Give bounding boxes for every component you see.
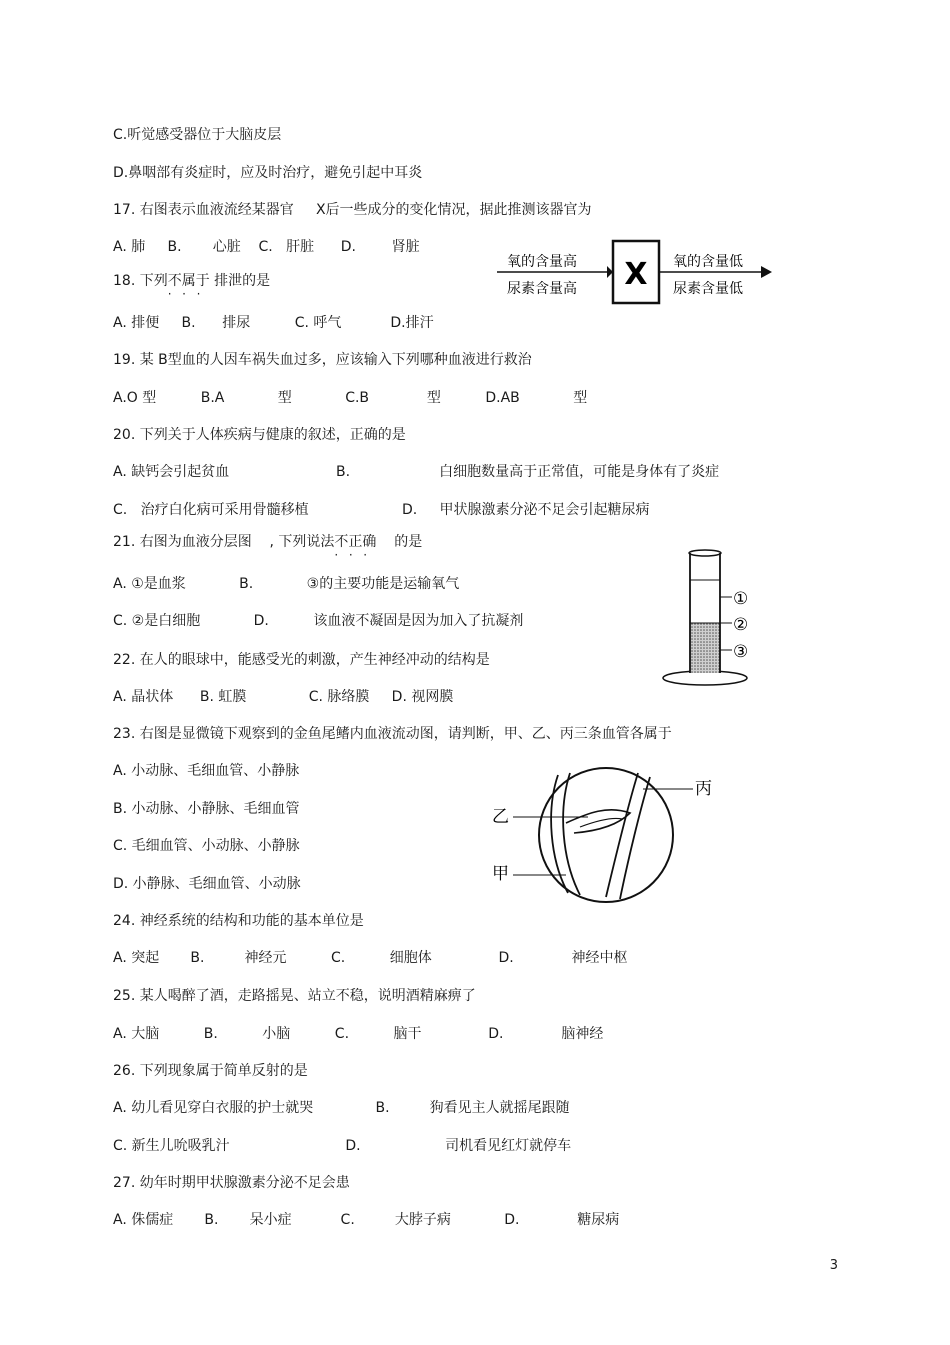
tube-base [663,671,747,685]
question-19: 19. 某 B型血的人因车祸失血过多，应该输入下列哪种血液进行救治 [113,352,532,368]
question-20: 20. 下列关于人体疾病与健康的叙述，正确的是 [113,427,406,443]
question-18 [113,272,270,290]
option-a-q23: A. 小动脉、毛细血管、小静脉 [113,763,300,779]
options-q22: A. 晶状体 B. 虹膜 C. 脉络膜 D. 视网膜 [113,689,454,705]
out-bottom-label: 尿素含量低 [673,281,743,297]
tube-label-3: ③ [733,642,749,662]
label-jia: 甲 [492,864,509,884]
question-22: 22. 在人的眼球中，能感受光的刺激，产生神经冲动的结构是 [113,652,490,668]
option-d-q16: D.鼻咽部有炎症时，应及时治疗，避免引起中耳炎 [113,165,423,181]
options-q25: A. 大脑 B. 小脑 C. 脑干 D. 脑神经 [113,1026,604,1042]
tube-label-2: ② [733,615,749,635]
options-q17: A. 肺 B. 心脏 C. 肝脏 D. 肾脏 [113,239,420,255]
options-q21-cd: C. ②是白细胞 D. 该血液不凝固是因为加入了抗凝剂 [113,613,524,629]
options-q21-ab: A. ①是血浆 B. ③的主要功能是运输氧气 [113,576,460,592]
blood-tube-figure [655,545,780,690]
question-24: 24. 神经系统的结构和功能的基本单位是 [113,913,364,929]
q18-emphasis: 不属于 · · · [168,273,210,289]
question-26: 26. 下列现象属于简单反射的是 [113,1063,308,1079]
tube-mouth [689,550,721,556]
q21-pre: 21. 右图为血液分层图 , 下列说法 [113,534,335,550]
options-q24: A. 突起 B. 神经元 C. 细胞体 D. 神经中枢 [113,950,628,966]
options-q19: A.O 型 B.A 型 C.B 型 D.AB 型 [113,390,588,406]
option-d-q23: D. 小静脉、毛细血管、小动脉 [113,876,301,892]
option-c-q16: C.听觉感受器位于大脑皮层 [113,127,282,143]
options-q20-cd: C. 治疗白化病可采用骨髓移植 D. 甲状腺激素分泌不足会引起糖尿病 [113,502,650,518]
options-q27: A. 侏儒症 B. 呆小症 C. 大脖子病 D. 糖尿病 [113,1212,620,1228]
label-bing: 丙 [695,779,712,799]
question-21 [113,533,422,551]
in-top-label: 氧的含量高 [507,254,577,270]
q21-emphasis: 不正确 · · · [334,534,376,550]
option-b-q23: B. 小动脉、小静脉、毛细血管 [113,801,300,817]
out-top-label: 氧的含量低 [673,254,743,270]
question-23: 23. 右图是显微镜下观察到的金鱼尾鳍内血液流动图，请判断，甲、乙、丙三条血管各属于 [113,726,672,742]
cell-layer [690,623,720,673]
options-q26-ab: A. 幼儿看见穿白衣服的护士就哭 B. 狗看见主人就摇尾跟随 [113,1100,570,1116]
organ-x-label: X [624,257,648,292]
label-yi: 乙 [492,807,509,827]
field-of-view [539,768,673,902]
options-q18: A. 排便 B. 排尿 C. 呼气 D.排汗 [113,315,434,331]
organ-x-figure [495,235,780,310]
q18-post: 排泄的是 [209,273,271,289]
question-17: 17. 右图表示血液流经某器官 X后一些成分的变化情况，据此推测该器官为 [113,202,592,218]
q21-post: 的是 [376,534,423,550]
option-c-q23: C. 毛细血管、小动脉、小静脉 [113,838,300,854]
question-27: 27. 幼年时期甲状腺激素分泌不足会患 [113,1175,350,1191]
options-q20-ab: A. 缺钙会引起贫血 B. 白细胞数量高于正常值，可能是身体有了炎症 [113,464,720,480]
out-arrow-head [761,266,772,278]
in-bottom-label: 尿素含量高 [507,281,577,297]
q18-pre: 18. 下列 [113,273,168,289]
microscope-figure [488,765,728,905]
tube-label-1: ① [733,589,749,609]
question-25: 25. 某人喝醉了酒，走路摇晃、站立不稳，说明酒精麻痹了 [113,988,476,1004]
options-q26-cd: C. 新生儿吮吸乳汁 D. 司机看见红灯就停车 [113,1138,572,1154]
page-number: 3 [829,1258,838,1273]
